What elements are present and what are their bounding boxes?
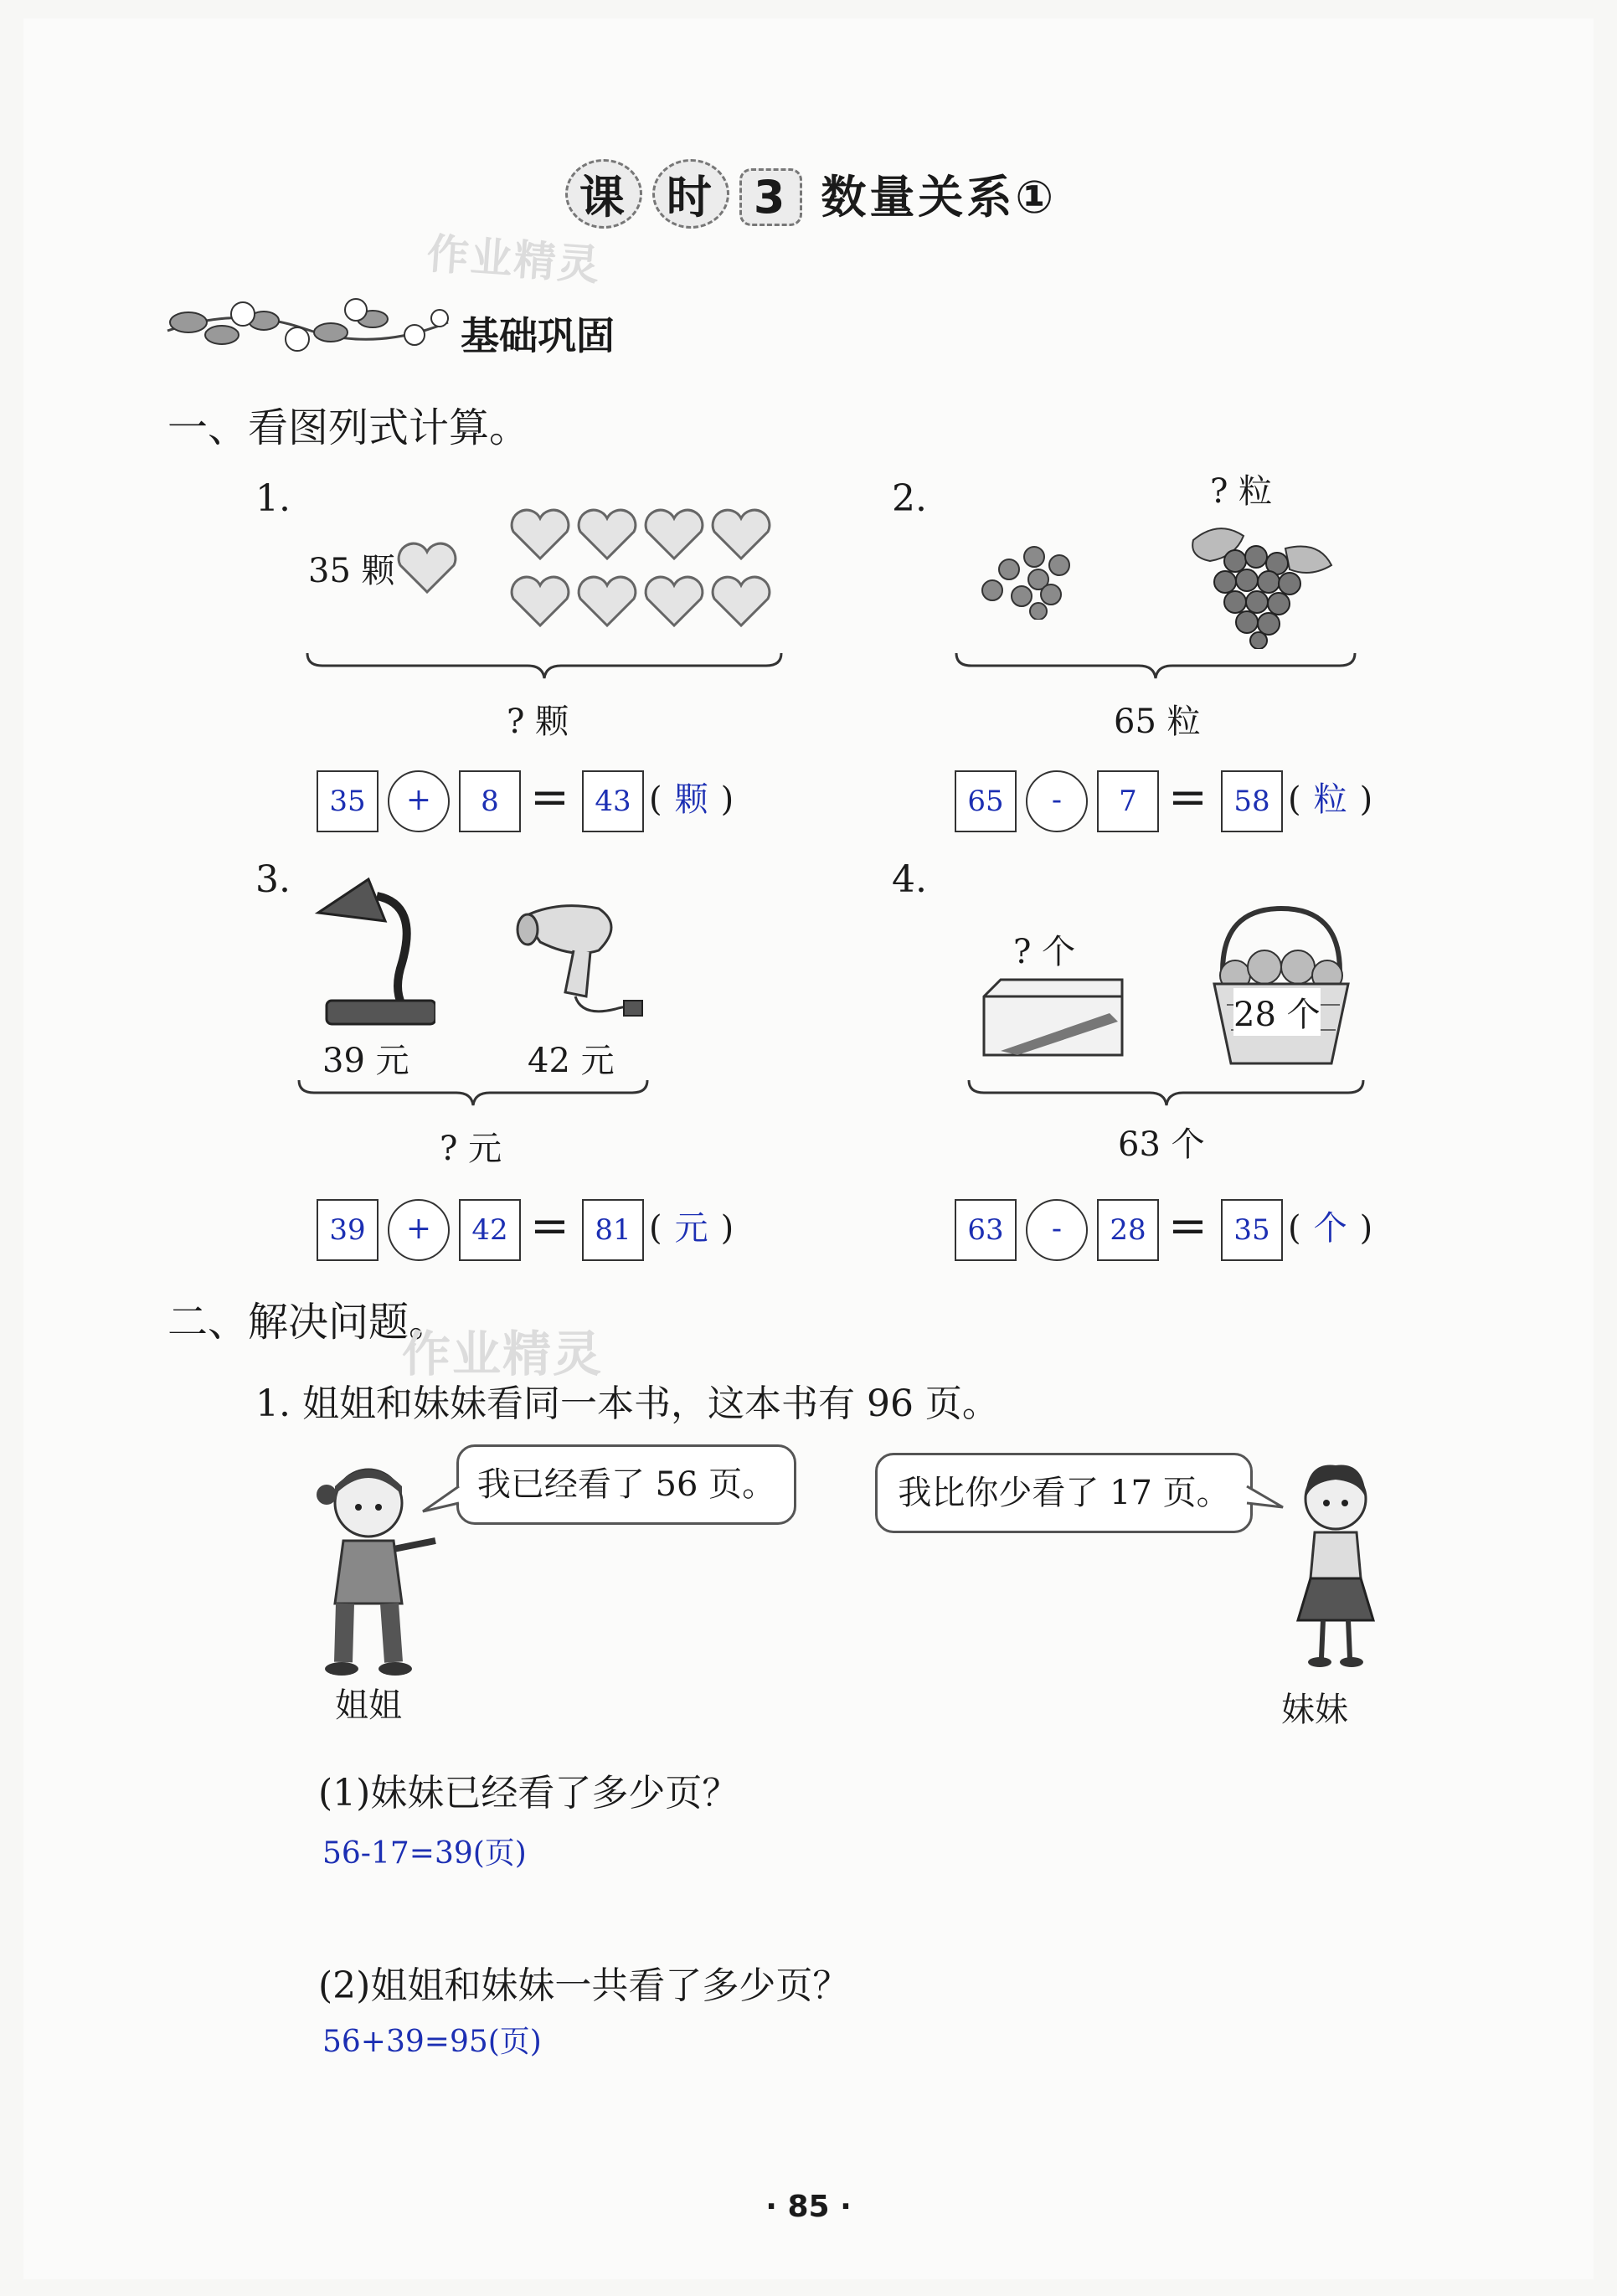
problem2-box-b[interactable]: 7	[1097, 770, 1159, 832]
answer-2[interactable]: 56+39=95(页)	[322, 2025, 542, 2059]
part2-problem1-text: 1. 姐姐和妹妹看同一本书，这本书有 96 页。	[255, 1382, 999, 1425]
problem4-unit: ( 个 )	[1288, 1199, 1372, 1258]
desk-lamp-icon	[310, 871, 435, 1030]
brace-1	[306, 649, 783, 682]
flower-vine-icon	[163, 289, 456, 364]
hearts-group-icon	[507, 507, 783, 632]
bubble-tail-left	[419, 1482, 461, 1516]
heart-icon	[394, 540, 461, 599]
problem3-box-a[interactable]: 39	[317, 1199, 379, 1261]
problem2-box-a[interactable]: 65	[955, 770, 1017, 832]
brace-4	[967, 1076, 1365, 1109]
brace-2	[955, 649, 1357, 682]
problem1-equals: =	[530, 770, 569, 825]
section-basic-heading: 基础巩固	[461, 313, 615, 358]
problem4-box-a[interactable]: 63	[955, 1199, 1017, 1261]
watermark-middle: 作业精灵	[402, 1326, 604, 1382]
problem2-label-part: ? 粒	[1210, 472, 1273, 511]
problem3-index: 3.	[255, 858, 291, 901]
name-left: 姐姐	[335, 1686, 402, 1725]
brace-3	[297, 1076, 649, 1109]
beads-icon	[976, 544, 1084, 620]
problem4-box-result[interactable]: 35	[1221, 1199, 1283, 1261]
title-time-char: 时	[652, 159, 729, 229]
problem1-box-b[interactable]: 8	[459, 770, 521, 832]
page-number: · 85 ·	[765, 2190, 852, 2224]
question-2: (2)姐姐和妹妹一共看了多少页？	[318, 1964, 850, 2007]
problem2-index: 2.	[892, 477, 927, 520]
part2-heading: 二、解决问题。	[167, 1299, 450, 1346]
problem4-box-b[interactable]: 28	[1097, 1199, 1159, 1261]
speech-bubble-left: 我已经看了 56 页。	[456, 1444, 796, 1525]
problem3-box-b[interactable]: 42	[459, 1199, 521, 1261]
problem4-index: 4.	[892, 858, 927, 901]
problem1-box-result[interactable]: 43	[582, 770, 644, 832]
problem3-unit-answer[interactable]: 元	[674, 1209, 708, 1248]
problem3-label-b: 42 元	[528, 1042, 615, 1080]
problem1-operator[interactable]: +	[388, 770, 450, 832]
name-right: 妹妹	[1281, 1691, 1348, 1729]
watermark-top: 作业精灵	[425, 229, 603, 291]
problem1-box-a[interactable]: 35	[317, 770, 379, 832]
problem2-unit-answer[interactable]: 粒	[1313, 780, 1347, 819]
problem2-label-total: 65 粒	[1114, 703, 1201, 741]
part1-heading: 一、看图列式计算。	[167, 404, 530, 451]
title-topic: 数量关系①	[821, 171, 1058, 224]
problem1-index: 1.	[255, 477, 291, 520]
question-1: (1)妹妹已经看了多少页？	[318, 1772, 739, 1815]
problem4-unit-answer[interactable]: 个	[1313, 1209, 1347, 1248]
title-lesson-char: 课	[565, 159, 642, 229]
problem1-label-a: 35 颗	[308, 552, 395, 590]
problem2-equals: =	[1168, 770, 1208, 825]
problem1-label-total: ? 颗	[507, 703, 569, 741]
problem4-label-a: ? 个	[1013, 933, 1076, 971]
problem3-operator[interactable]: +	[388, 1199, 450, 1261]
problem1-unit: ( 颗 )	[649, 770, 734, 829]
younger-sister-figure-icon	[1281, 1461, 1390, 1671]
lesson-title	[0, 159, 1617, 229]
problem4-label-total: 63 个	[1118, 1125, 1205, 1164]
problem2-operator[interactable]: -	[1026, 770, 1088, 832]
problem3-box-result[interactable]: 81	[582, 1199, 644, 1261]
title-number: 3	[739, 168, 803, 226]
hair-dryer-icon	[507, 892, 649, 1026]
answer-1[interactable]: 56-17=39(页)	[322, 1836, 527, 1871]
problem4-operator[interactable]: -	[1026, 1199, 1088, 1261]
problem4-label-b: 28 个	[1233, 988, 1321, 1036]
problem3-unit: ( 元 )	[649, 1199, 734, 1258]
box-icon	[976, 971, 1130, 1068]
problem3-label-total: ? 元	[440, 1130, 502, 1168]
problem2-unit: ( 粒 )	[1288, 770, 1372, 829]
problem3-equals: =	[530, 1199, 569, 1254]
problem2-box-result[interactable]: 58	[1221, 770, 1283, 832]
grapes-icon	[1185, 515, 1340, 649]
speech-bubble-right: 我比你少看了 17 页。	[875, 1453, 1253, 1533]
problem3-label-a: 39 元	[322, 1042, 409, 1080]
problem1-unit-answer[interactable]: 颗	[674, 780, 708, 819]
problem4-equals: =	[1168, 1199, 1208, 1254]
